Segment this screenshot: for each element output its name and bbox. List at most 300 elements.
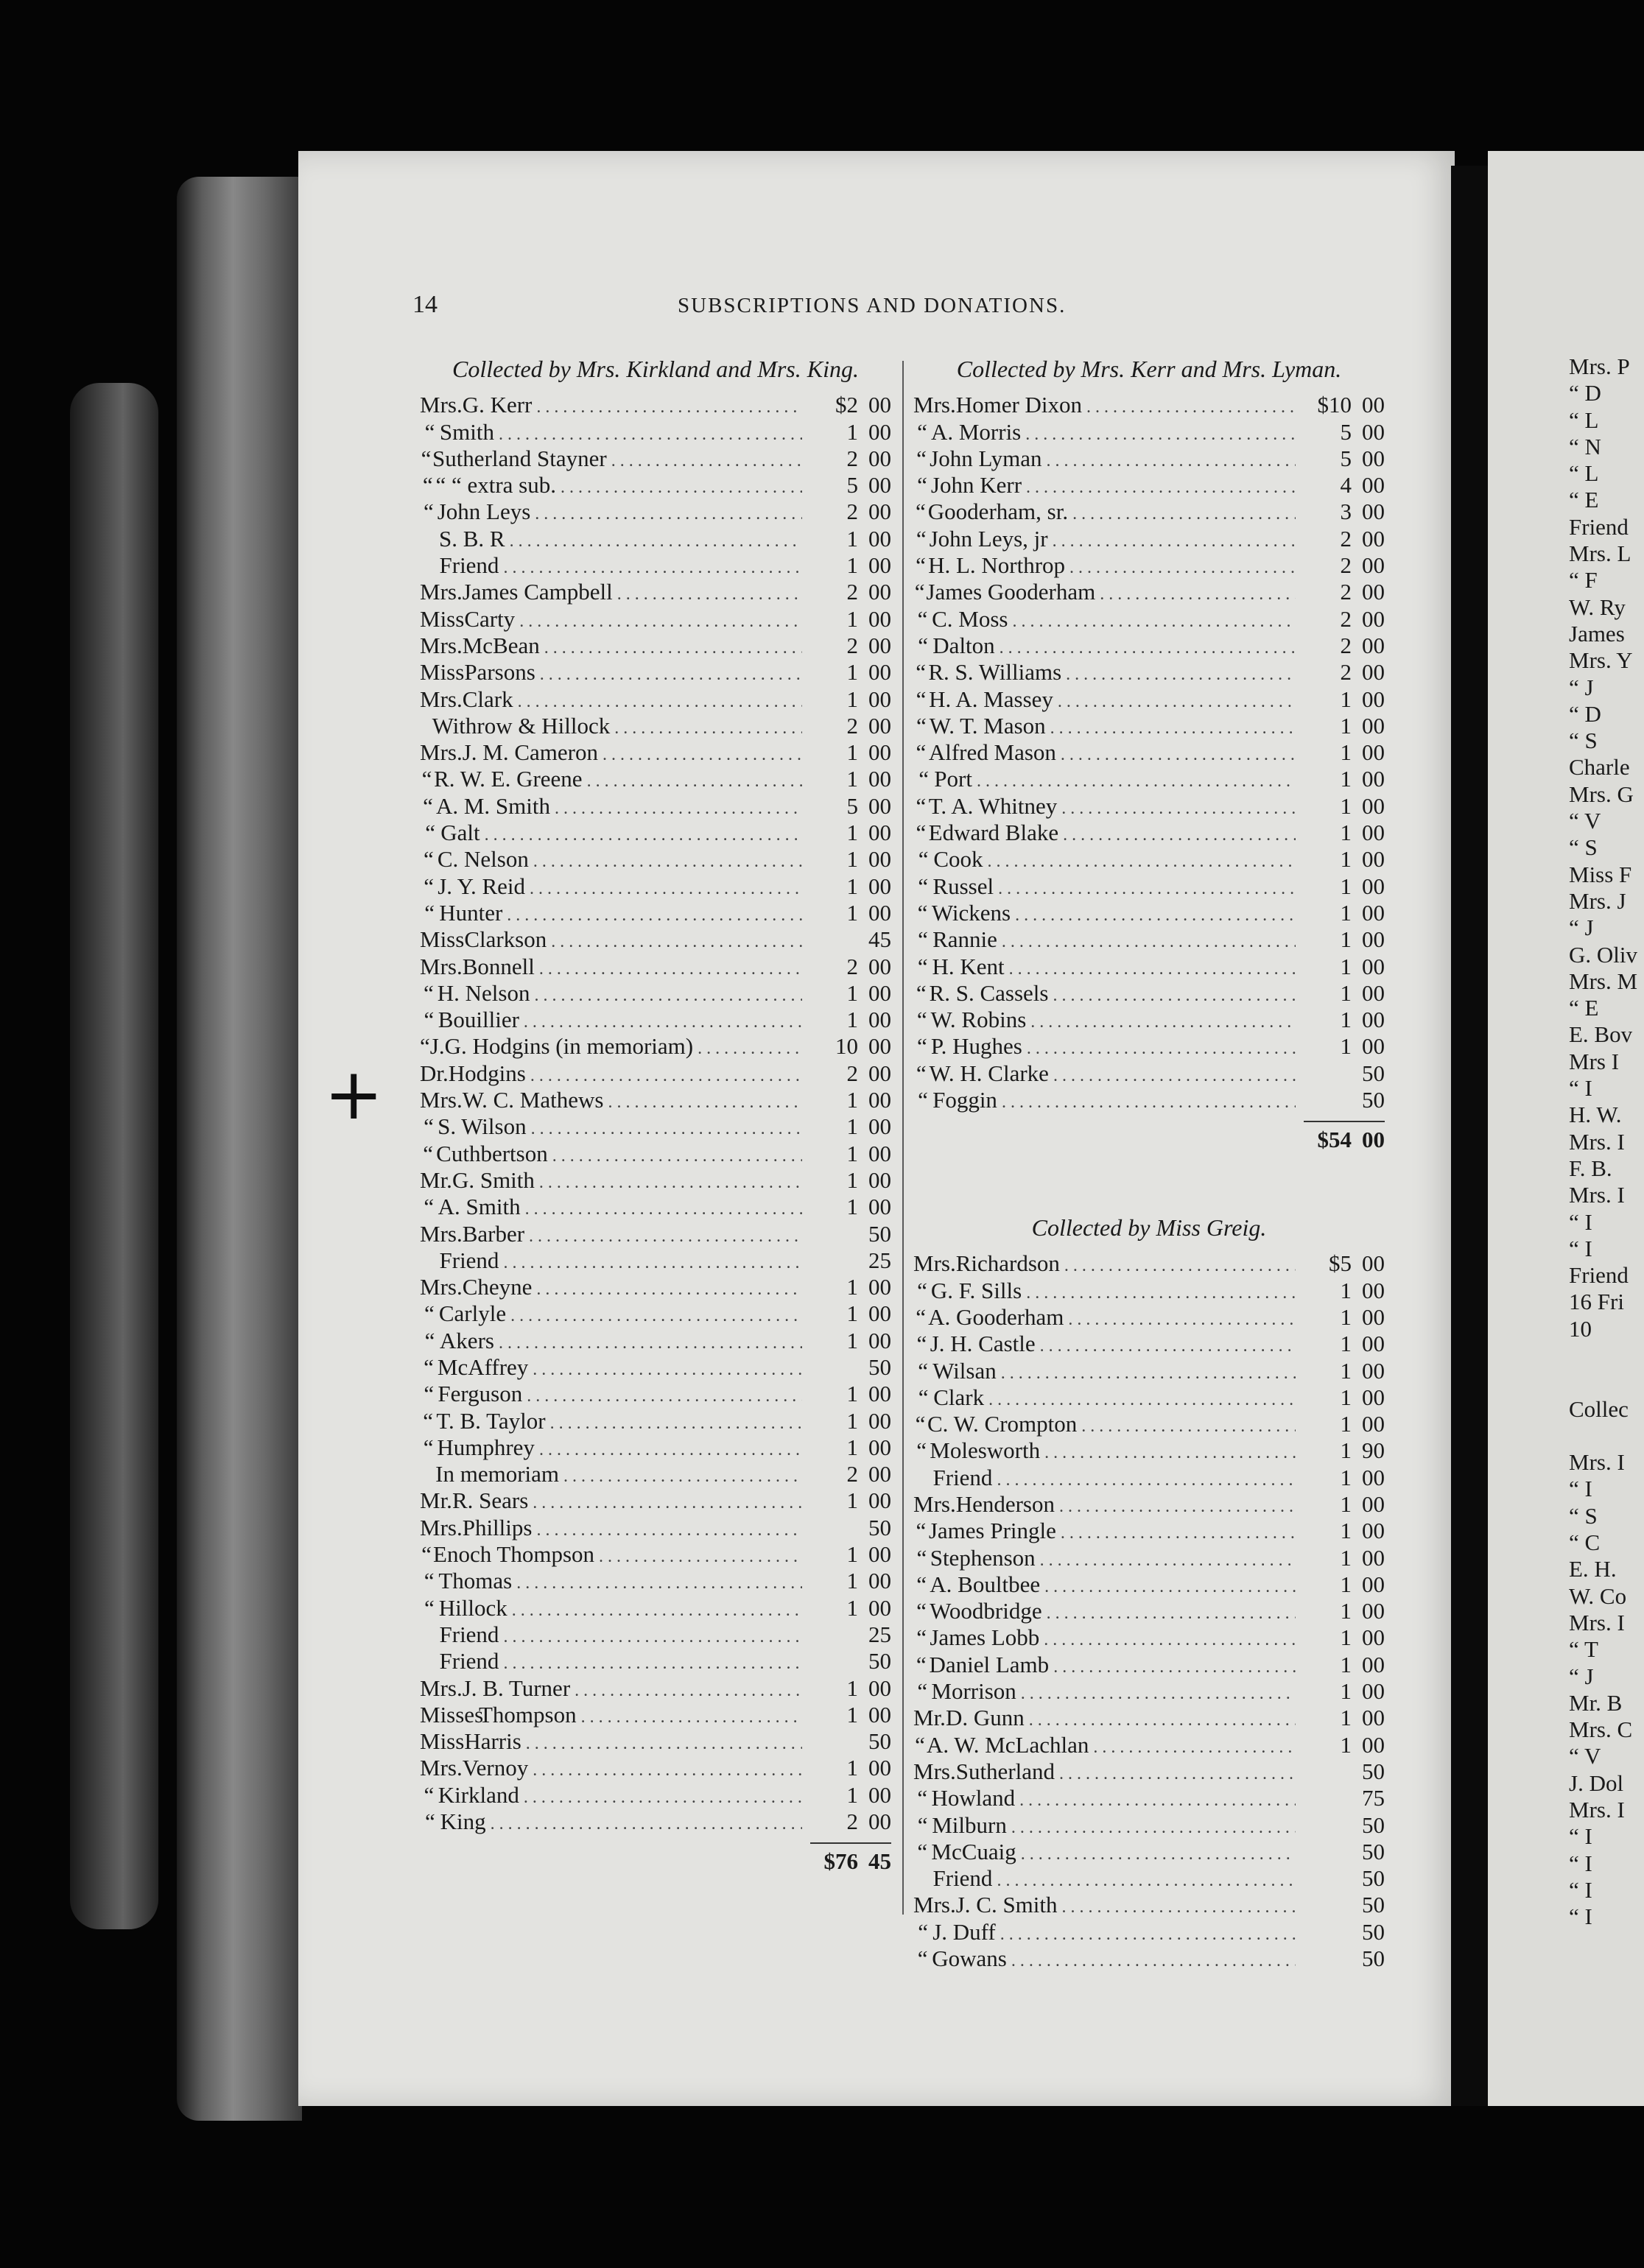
entry-name: McCuaig — [931, 1838, 1016, 1864]
entry-amount — [1300, 552, 1385, 579]
entry-row — [913, 1598, 1385, 1624]
leader-dots — [1025, 423, 1296, 446]
facing-page-line: James — [1569, 620, 1625, 647]
entry-dollars: 1 — [1340, 873, 1352, 899]
entry-amount — [807, 713, 891, 739]
entry-honorific: “ — [914, 579, 925, 605]
facing-page-line: “ I — [1569, 1075, 1592, 1102]
leader-dots — [1047, 1602, 1296, 1624]
entry-amount — [807, 579, 891, 605]
entry-honorific: Mrs. — [420, 1220, 463, 1247]
entry-row — [420, 1113, 891, 1140]
entry-name: T. B. Taylor — [436, 1407, 546, 1434]
entry-amount — [807, 1595, 891, 1621]
entry-dollars: 1 — [846, 552, 858, 579]
entry-dollars: 1 — [1340, 766, 1352, 792]
entry-cents: 00 — [1362, 1357, 1385, 1384]
facing-page-line: Mrs. I — [1569, 1128, 1625, 1155]
entry-name: Barber — [462, 1220, 525, 1247]
entry-row — [420, 792, 891, 819]
entry-cents: 00 — [1362, 926, 1385, 953]
entry-dollars — [807, 1648, 858, 1674]
entry-honorific: “ — [916, 712, 927, 739]
entry-dollars: 2 — [846, 1461, 858, 1487]
entry-honorific: “ — [916, 552, 926, 579]
facing-page-line: “ I — [1569, 1235, 1592, 1261]
entry-name: Hunter — [439, 899, 503, 926]
entry-dollars: 1 — [846, 1166, 858, 1193]
entry-honorific: “ — [421, 1541, 432, 1568]
entry-cents: 00 — [868, 1033, 891, 1060]
entry-dollars — [1300, 1758, 1352, 1785]
entry-name: Daniel Lamb — [929, 1651, 1050, 1677]
entry-row — [913, 820, 1385, 846]
facing-page-line: F. B. — [1569, 1155, 1612, 1181]
entry-dollars — [1300, 1087, 1352, 1113]
entry-honorific: “ — [425, 820, 435, 846]
entry-dollars: 1 — [846, 605, 858, 632]
entry-amount — [807, 1675, 891, 1702]
entry-honorific: “ — [918, 846, 929, 873]
section-title: Collected by Mrs. Kerr and Mrs. Lyman. — [956, 356, 1342, 382]
entry-amount — [807, 980, 891, 1007]
entry-name: John Lyman — [930, 445, 1042, 471]
entry-dollars: 1 — [846, 1568, 858, 1594]
facing-page-line: Mrs. P — [1569, 353, 1630, 379]
entry-name: Clark — [933, 1384, 985, 1410]
entry-row — [420, 659, 891, 686]
entry-row — [420, 1274, 891, 1300]
entry-amount — [807, 633, 891, 659]
entry-cents: 00 — [1362, 873, 1385, 899]
entry-dollars: 2 — [1340, 632, 1352, 658]
entry-name: H. L. Northrop — [928, 552, 1066, 579]
entry-amount — [1300, 926, 1385, 953]
entry-amount — [1300, 1839, 1385, 1865]
entry-honorific: “ — [424, 1809, 435, 1835]
entry-dollars: 1 — [846, 873, 858, 899]
entry-dollars — [807, 1728, 858, 1755]
entry-dollars: $5 — [1329, 1250, 1352, 1277]
entry-row — [420, 605, 891, 632]
entry-dollars: 1 — [846, 525, 858, 552]
entry-name: P. Hughes — [930, 1033, 1022, 1060]
entry-row — [420, 1007, 891, 1033]
entry-row — [420, 1541, 891, 1568]
leader-dots — [533, 1492, 802, 1514]
entry-row — [420, 686, 891, 712]
entry-amount — [807, 1434, 891, 1461]
entry-cents: 00 — [868, 899, 891, 926]
facing-page-line: “ S — [1569, 728, 1598, 754]
entry-honorific: “ — [916, 1624, 927, 1651]
entry-amount — [1300, 1598, 1385, 1624]
entry-row — [913, 418, 1385, 445]
page-header — [412, 291, 1429, 320]
entry-name: Foggin — [932, 1087, 997, 1113]
facing-page-line: “ J — [1569, 674, 1594, 700]
leader-dots — [1019, 1789, 1296, 1811]
entry-dollars: 2 — [846, 445, 858, 471]
entry-honorific: “ — [421, 766, 432, 792]
entry-row — [420, 472, 891, 499]
entry-row — [420, 392, 891, 418]
leader-dots — [1021, 1683, 1296, 1705]
facing-page-line: “ N — [1569, 433, 1601, 459]
leader-dots — [997, 1870, 1296, 1892]
entry-honorific: “ — [423, 792, 433, 819]
entry-row — [420, 873, 891, 899]
entry-honorific: “ — [918, 632, 929, 658]
entry-dollars: 1 — [846, 1541, 858, 1568]
entry-row — [420, 1327, 891, 1353]
entry-dollars: 1 — [1340, 1624, 1352, 1651]
total-rule — [1304, 1121, 1385, 1122]
entry-name: In memoriam — [435, 1461, 560, 1487]
entry-cents: 00 — [868, 579, 891, 605]
total-row — [420, 1848, 891, 1875]
entry-honorific: “ — [916, 792, 927, 819]
entry-dollars: 5 — [846, 792, 858, 819]
entry-amount — [807, 846, 891, 873]
entry-name: Sutherland Stayner — [432, 445, 607, 471]
entry-cents: 00 — [868, 686, 891, 712]
entry-dollars — [807, 926, 858, 953]
entry-name: H. Nelson — [437, 979, 530, 1006]
entry-name: Carty — [464, 605, 516, 632]
entry-row — [420, 1194, 891, 1220]
facing-page-line: “ I — [1569, 1876, 1592, 1903]
entry-honorific: Mrs. — [913, 1758, 956, 1784]
entry-amount — [1300, 1812, 1385, 1839]
entry-cents: 00 — [868, 659, 891, 686]
entry-amount — [1300, 526, 1385, 552]
entry-row — [420, 1140, 891, 1166]
entry-name: Edward Blake — [928, 820, 1059, 846]
entry-dollars: 1 — [1340, 1598, 1352, 1624]
entry-dollars — [1300, 1060, 1352, 1087]
facing-page-line: “ E — [1569, 487, 1599, 513]
entry-row — [913, 472, 1385, 499]
entry-dollars: 1 — [846, 1487, 858, 1514]
entry-amount — [1300, 472, 1385, 499]
entry-name: Morrison — [931, 1678, 1016, 1705]
entry-honorific: “ — [423, 1140, 433, 1166]
entry-cents: 00 — [868, 1781, 891, 1808]
entry-cents: 00 — [868, 1461, 891, 1487]
entry-amount — [1300, 1705, 1385, 1731]
entry-dollars: 1 — [846, 686, 858, 712]
facing-page-line: E. H. — [1569, 1556, 1617, 1582]
facing-page-line: “ J — [1569, 1663, 1594, 1689]
entry-row — [420, 1568, 891, 1594]
entry-row — [913, 766, 1385, 792]
entry-row — [913, 953, 1385, 979]
entry-row — [913, 1811, 1385, 1838]
entry-amount — [1300, 1785, 1385, 1811]
entry-name: H. A. Massey — [929, 686, 1053, 712]
leader-dots — [1013, 610, 1296, 633]
entry-name: Russel — [932, 873, 994, 899]
leader-dots — [599, 1546, 802, 1568]
entry-name: C. Nelson — [437, 846, 529, 873]
leader-dots — [1029, 1709, 1296, 1731]
leader-dots — [1011, 1817, 1296, 1839]
entry-row — [913, 1865, 1385, 1892]
entry-name: J.G. Hodgins (in memoriam) — [429, 1033, 694, 1060]
entry-cents: 50 — [1362, 1892, 1385, 1918]
facing-page-line: “ V — [1569, 1743, 1601, 1769]
entry-row — [420, 1461, 891, 1487]
leader-dots — [530, 878, 802, 900]
book-gutter — [1451, 166, 1488, 2106]
entry-honorific: “ — [915, 1411, 926, 1437]
entry-cents: 00 — [868, 1434, 891, 1460]
page-number: 14 — [412, 291, 438, 318]
entry-amount — [807, 1113, 891, 1140]
leader-dots — [1047, 450, 1296, 472]
entry-name: Ferguson — [438, 1381, 523, 1407]
facing-page-line: E. Bov — [1569, 1021, 1633, 1048]
entry-honorific: Mrs. — [913, 1250, 956, 1277]
entry-cents: 50 — [868, 1514, 891, 1540]
entry-amount — [1300, 1278, 1385, 1304]
entry-row — [420, 1434, 891, 1461]
total-dollars: $54 — [1317, 1127, 1352, 1153]
facing-page-line: Friend — [1569, 1262, 1629, 1289]
entry-name: Friend — [439, 1648, 499, 1674]
entry-amount — [1300, 1304, 1385, 1331]
entry-name: J. Y. Reid — [438, 873, 526, 899]
entry-amount — [807, 1247, 891, 1274]
entry-amount — [1300, 633, 1385, 659]
entry-name: Humphrey — [437, 1434, 535, 1460]
entry-name: R. Sears — [452, 1487, 529, 1514]
entry-row — [420, 418, 891, 445]
entry-cents: 00 — [868, 1113, 891, 1140]
entry-cents: 00 — [868, 1300, 891, 1327]
entry-honorific: “ — [423, 499, 434, 525]
entry-row — [420, 446, 891, 472]
leader-dots — [1086, 396, 1296, 418]
entry-amount — [1300, 954, 1385, 980]
entry-amount — [807, 1221, 891, 1247]
entry-name: W. Robins — [930, 1007, 1027, 1033]
entry-name: S. B. R — [438, 525, 505, 552]
leader-dots — [1015, 904, 1296, 926]
leader-dots — [997, 1469, 1296, 1491]
entry-name: D. Gunn — [945, 1705, 1025, 1731]
entry-honorific: “ — [917, 1785, 928, 1811]
entry-cents: 00 — [868, 739, 891, 766]
entry-cents: 50 — [868, 1648, 891, 1674]
entry-cents: 00 — [1362, 1033, 1385, 1060]
entry-row — [913, 1331, 1385, 1357]
leader-dots — [516, 1572, 802, 1594]
entry-row — [913, 980, 1385, 1007]
entry-row — [420, 953, 891, 979]
leader-dots — [1021, 1843, 1296, 1865]
entry-amount — [807, 526, 891, 552]
facing-page-line: “ L — [1569, 406, 1599, 433]
entry-honorific: Mrs. — [420, 392, 463, 418]
entry-row — [420, 1621, 891, 1648]
entry-dollars: 1 — [846, 1194, 858, 1220]
entry-cents: 50 — [1362, 1060, 1385, 1086]
leader-dots — [535, 503, 802, 525]
facing-page-line: Mrs. J — [1569, 887, 1626, 914]
entry-cents: 00 — [1362, 1571, 1385, 1597]
entry-cents: 00 — [1362, 499, 1385, 525]
facing-page-line: “ T — [1569, 1636, 1598, 1663]
total-amount — [795, 1848, 891, 1875]
entry-dollars: 1 — [846, 1140, 858, 1166]
entry-cents: 45 — [868, 926, 891, 953]
entry-dollars: 1 — [846, 1113, 858, 1140]
entry-honorific: “ — [424, 1594, 435, 1621]
leader-dots — [1001, 1362, 1296, 1384]
entry-cents: 00 — [1362, 953, 1385, 979]
entry-row — [913, 1437, 1385, 1464]
entry-dollars: 1 — [846, 1274, 858, 1300]
entry-amount — [1300, 1732, 1385, 1758]
entry-honorific: “ — [916, 1437, 927, 1464]
entry-amount — [1300, 1678, 1385, 1705]
entry-dollars: 1 — [846, 1594, 858, 1621]
entry-dollars: 1 — [1340, 739, 1352, 766]
entry-honorific: “ — [917, 1945, 928, 1972]
entry-dollars: 1 — [1340, 899, 1352, 926]
entry-amount — [1300, 499, 1385, 525]
entry-honorific: “ — [917, 418, 927, 445]
entry-dollars: 1 — [1340, 1303, 1352, 1330]
entry-honorific: Mrs. — [420, 579, 463, 605]
entry-amount — [807, 793, 891, 820]
leader-dots — [539, 1439, 802, 1461]
entry-amount — [807, 1274, 891, 1300]
entry-row — [913, 1304, 1385, 1331]
leader-dots — [519, 610, 802, 633]
entry-dollars: 5 — [846, 472, 858, 499]
pencil-cross-mark: + — [324, 1053, 384, 1135]
entry-honorific: Miss — [420, 659, 465, 686]
entry-amount — [1300, 1331, 1385, 1357]
entry-row — [913, 1277, 1385, 1303]
facing-page-text — [1569, 353, 1644, 1931]
entry-cents: 00 — [1362, 525, 1385, 552]
entry-honorific: “ — [423, 1407, 434, 1434]
leader-dots — [539, 1172, 802, 1194]
entry-cents: 00 — [868, 392, 891, 418]
entry-amount — [1300, 1571, 1385, 1598]
leader-dots — [525, 1198, 802, 1220]
entry-name: R. W. E. Greene — [434, 766, 583, 792]
entry-honorific: “ — [424, 418, 435, 445]
entry-cents: 00 — [868, 792, 891, 819]
entry-name: Thompson — [479, 1701, 577, 1728]
entry-dollars: 1 — [846, 1007, 858, 1033]
entry-name: R. S. Williams — [928, 659, 1062, 686]
entry-name: Wickens — [931, 899, 1011, 926]
facing-page-line: Mrs. I — [1569, 1797, 1625, 1823]
leader-dots — [533, 1759, 802, 1781]
entry-cents: 25 — [868, 1247, 891, 1273]
entry-cents: 50 — [1362, 1918, 1385, 1945]
facing-page-line: “ C — [1569, 1529, 1601, 1556]
entry-cents: 50 — [1362, 1838, 1385, 1864]
entry-amount — [807, 1621, 891, 1648]
entry-honorific: Mrs. — [913, 1892, 956, 1918]
entry-cents: 00 — [868, 1381, 891, 1407]
entry-row — [420, 525, 891, 552]
entry-name: Galt — [440, 820, 480, 846]
entry-row — [420, 1755, 891, 1781]
entry-name: Henderson — [955, 1490, 1055, 1517]
entry-honorific: Mrs. — [420, 1514, 463, 1540]
entry-amount — [807, 606, 891, 633]
leader-dots — [536, 396, 802, 418]
entry-row — [913, 713, 1385, 739]
leader-dots — [977, 770, 1296, 792]
entry-row — [420, 739, 891, 766]
entry-name: Milburn — [932, 1811, 1007, 1838]
entry-name: R. S. Cassels — [929, 979, 1049, 1006]
facing-page-line: 10 — [1569, 1315, 1592, 1342]
entry-name: Withrow & Hillock — [432, 712, 611, 739]
leader-dots — [530, 1065, 802, 1087]
entry-dollars: 2 — [846, 712, 858, 739]
leader-dots — [1040, 1335, 1296, 1357]
entry-cents: 00 — [868, 445, 891, 471]
entry-cents: 00 — [868, 820, 891, 846]
leader-dots — [533, 850, 802, 873]
entry-dollars: 1 — [1340, 926, 1352, 953]
entry-amount — [807, 1568, 891, 1594]
entry-name: A. Boultbee — [930, 1571, 1041, 1597]
leader-dots — [499, 1332, 802, 1354]
leader-dots — [536, 1519, 802, 1541]
entry-honorific: “ — [420, 1033, 430, 1060]
entry-amount — [807, 1728, 891, 1755]
facing-page-line: Miss F — [1569, 861, 1632, 887]
entry-amount — [1300, 1892, 1385, 1918]
entry-list — [420, 392, 891, 1835]
entry-amount — [807, 446, 891, 472]
entry-name: Friend — [439, 1621, 499, 1647]
entry-row — [913, 739, 1385, 766]
entry-row — [420, 1033, 891, 1060]
entry-cents: 00 — [1362, 712, 1385, 739]
leader-dots — [1030, 1011, 1296, 1033]
entry-name: Gooderham, sr. — [927, 499, 1069, 525]
entry-dollars: 1 — [1340, 1678, 1352, 1705]
entry-dollars: 5 — [1340, 418, 1352, 445]
entry-name: G. Kerr — [462, 392, 533, 418]
entry-name: J. B. Turner — [462, 1674, 571, 1701]
entry-honorific: “ — [916, 1007, 927, 1033]
entry-honorific: Miss — [420, 1728, 465, 1755]
entry-name: Cook — [933, 846, 983, 873]
entry-row — [913, 446, 1385, 472]
leader-dots — [1053, 985, 1296, 1007]
entry-dollars: 1 — [1340, 1437, 1352, 1464]
leader-dots — [524, 1011, 802, 1033]
section-title: Collected by Miss Greig. — [1031, 1214, 1267, 1242]
leader-dots — [988, 1389, 1296, 1411]
entry-name: C. Moss — [932, 605, 1008, 632]
facing-page-line: Mrs. L — [1569, 540, 1631, 567]
entry-row — [420, 1407, 891, 1434]
